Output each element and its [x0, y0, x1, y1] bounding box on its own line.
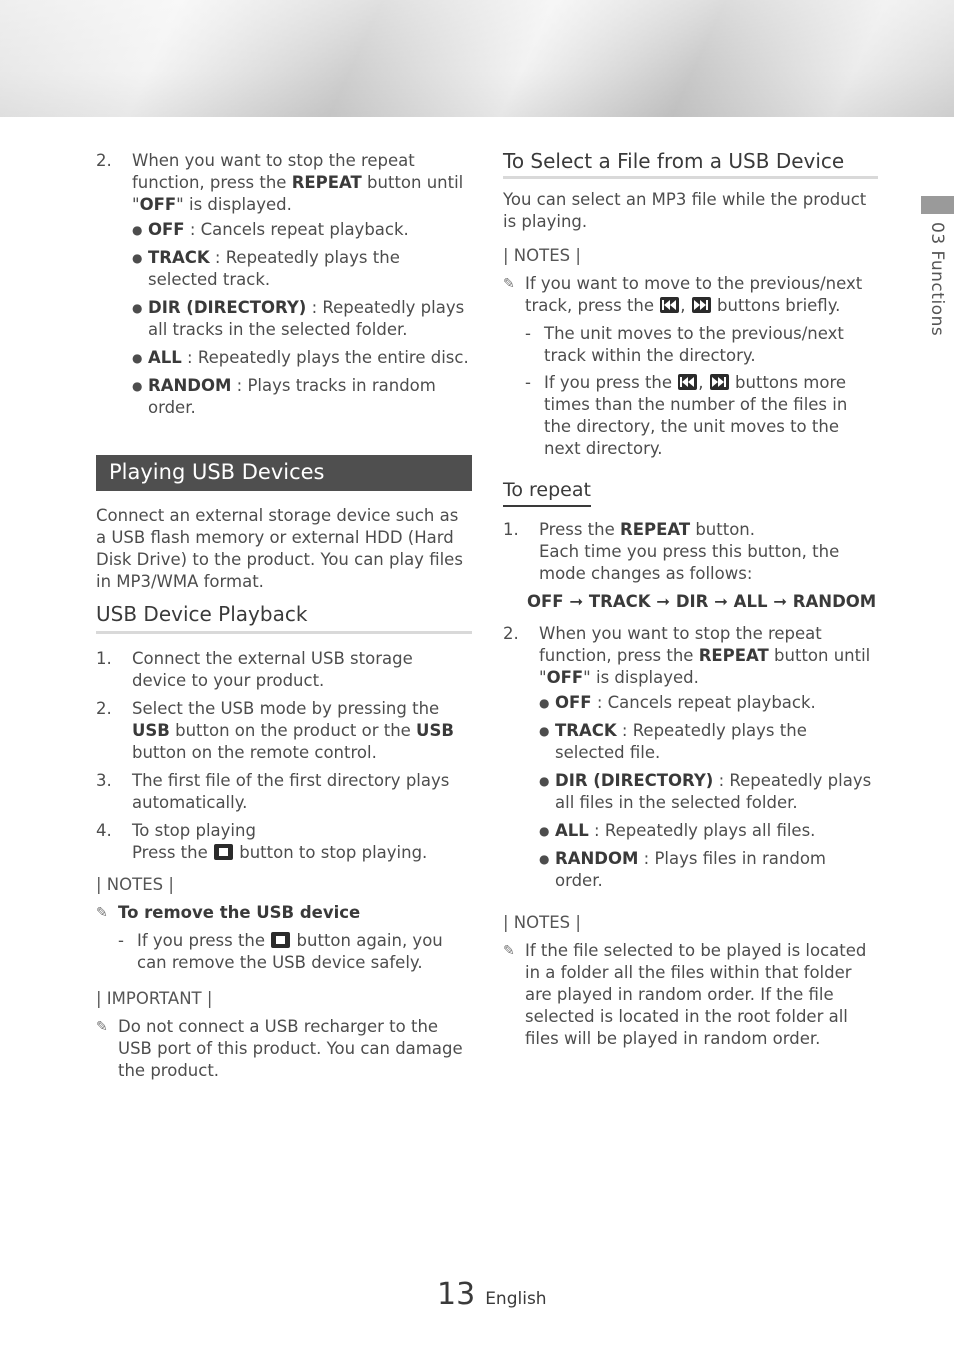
- usb-step-3: 3. The first file of the first directory plays automatically.: [96, 771, 450, 812]
- subhead-usb-playback: USB Device Playback: [96, 603, 472, 634]
- subhead-select-file: To Select a File from a USB Device: [503, 150, 878, 179]
- list-item: ● RANDOM : Plays tracks in random order.: [132, 376, 436, 417]
- stop-icon: [214, 844, 233, 860]
- notes-label: | NOTES |: [503, 246, 581, 265]
- chapter-tab: [921, 196, 954, 214]
- list-item: ● TRACK : Repeatedly plays the selected track.: [132, 248, 400, 289]
- repeat-step-1: 1. Press the REPEAT button. Each time you press this button, the mode changes as follows:: [503, 520, 840, 583]
- skip-back-icon: [660, 297, 679, 313]
- repeat-step-2: 2. When you want to stop the repeat function, press the REPEAT button until "OFF" is displayed. ● OFF : Cancels repeat playback. ● TRACK : Repeatedly plays the selected file. ● DIR (DIRECTORY) : Repeatedly plays all files in the selected folder. ● ALL : Repeatedly plays all files. ● RANDOM : Plays files in random order.: [503, 623, 878, 898]
- list-item: ● OFF : Cancels repeat playback.: [132, 220, 409, 239]
- step-number: 2.: [96, 151, 112, 170]
- important-label: | IMPORTANT |: [96, 989, 213, 1008]
- pencil-icon: ✎: [96, 905, 108, 921]
- usb-step-2: 2. Select the USB mode by pressing the USB button on the product or the USB button on the remote control.: [96, 699, 454, 762]
- list-item: ● DIR (DIRECTORY) : Repeatedly plays all tracks in the selected folder.: [132, 298, 465, 339]
- note-remove-usb: ✎ To remove the USB device: [96, 903, 361, 922]
- pencil-icon: ✎: [503, 276, 515, 292]
- language-label: English: [485, 1289, 547, 1309]
- list-item: ● ALL : Repeatedly plays the entire disc.: [132, 348, 469, 367]
- right-column: [503, 150, 878, 1056]
- important-note: ✎ Do not connect a USB recharger to the USB port of this product. You can damage the product.: [96, 1017, 463, 1080]
- notes-label: | NOTES |: [503, 913, 581, 932]
- section-title: Playing USB Devices: [96, 455, 472, 491]
- left-column: [96, 150, 472, 1088]
- repeat-mode-list: [132, 219, 472, 419]
- stop-icon: [271, 932, 290, 948]
- list-item: ● ALL : Repeatedly plays all files.: [539, 821, 816, 840]
- skip-back-icon: [678, 374, 697, 390]
- note-dash-item: - If you press the , buttons more times than the number of the files in the directory, the unit moves to the next directory.: [525, 373, 848, 458]
- usb-step-1: 1. Connect the external USB storage device to your product.: [96, 649, 413, 690]
- subhead-to-repeat: To repeat: [503, 479, 591, 507]
- pencil-icon: ✎: [503, 943, 515, 959]
- chapter-label: 03 Functions: [927, 222, 947, 337]
- list-item: ● RANDOM : Plays files in random order.: [539, 849, 826, 890]
- list-item: ● OFF : Cancels repeat playback.: [539, 693, 816, 712]
- usb-intro: Connect an external storage device such as a USB flash memory or external HDD (Hard Disk Drive) to the product. You can play files in MP3/WMA format.: [96, 506, 463, 591]
- page-footer: [437, 1277, 547, 1312]
- note-dash-item: - If you press the button again, you can remove the USB device safely.: [118, 931, 443, 972]
- repeat-mode-list: [539, 692, 878, 892]
- select-file-intro: You can select an MP3 file while the product is playing.: [503, 190, 867, 231]
- list-item: ● DIR (DIRECTORY) : Repeatedly plays all files in the selected folder.: [539, 771, 872, 812]
- header-banner: [0, 0, 954, 117]
- page-number: 13: [437, 1277, 476, 1312]
- notes-label: | NOTES |: [96, 875, 174, 894]
- skip-forward-icon: [710, 374, 729, 390]
- list-item: ● TRACK : Repeatedly plays the selected file.: [539, 721, 807, 762]
- skip-forward-icon: [692, 297, 711, 313]
- repeat-step-2: 2. When you want to stop the repeat function, press the REPEAT button until "OFF" is displayed. ● OFF : Cancels repeat playback. ● TRACK : Repeatedly plays the selected track. ● DIR (DIRECTORY) : Repeatedly plays all tracks in the selected folder. ● ALL : Repeatedly plays the entire disc. ● RANDOM : Plays tracks in random order.: [96, 150, 472, 425]
- note-random: ✎ If the file selected to be played is located in a folder all the files within that folder are played in random order. If the file selected is located in the root folder all files will be played in random order.: [503, 941, 867, 1048]
- usb-step-4: 4. To stop playing Press the button to stop playing.: [96, 821, 428, 862]
- note-dash-item: - The unit moves to the previous/next track within the directory.: [525, 324, 844, 365]
- note-skip: ✎ If you want to move to the previous/next track, press the , buttons briefly.: [503, 274, 863, 315]
- pencil-icon: ✎: [96, 1019, 108, 1035]
- repeat-sequence: OFF ➞ TRACK ➞ DIR ➞ ALL ➞ RANDOM: [527, 592, 877, 611]
